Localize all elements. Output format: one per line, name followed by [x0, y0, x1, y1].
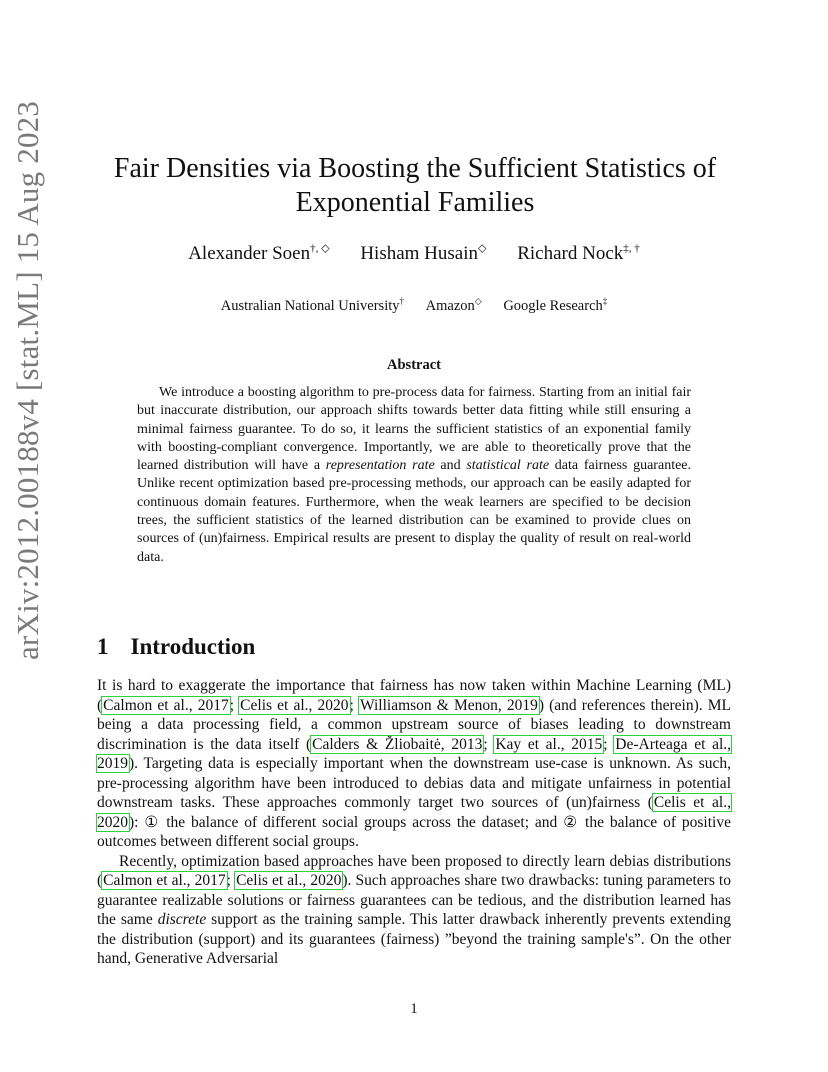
author-mark: †, ◇	[310, 243, 330, 255]
abstract-emphasis: representation rate	[325, 458, 435, 474]
text-run: support as the training sample. This latter drawback inherently prevents extending the distribution (support) and its guarantees (fairness) ”beyond the training sample's”. On the other hand, Generative Adversarial	[97, 911, 731, 967]
author-name: Alexander Soen	[188, 243, 311, 265]
abstract-text-part: and	[434, 458, 467, 474]
section-number: 1	[97, 634, 109, 659]
author	[517, 243, 640, 264]
citation-link[interactable]: Kay et al., 2015	[495, 735, 603, 753]
citation-link[interactable]: Celis et al., 2020	[236, 872, 342, 889]
author-name: Richard Nock	[517, 243, 624, 265]
citation-link[interactable]: Calmon et al., 2017	[103, 696, 229, 714]
abstract-text-part: data fairness guarantee. Unlike recent optimization based pre-processing methods, our approach can be easily adapted for continuous domain features. Furthermore, when the weak learners are specified to be decision trees, the sufficient statistics of the learned distribution can be examined to provide clues on sources of (un)fairness. Empirical results are present to display the quality of result on real-world data.	[137, 458, 692, 565]
text-run: ;	[229, 696, 240, 714]
text-run: ;	[603, 735, 615, 753]
citation-link[interactable]: Celis et al., 2020	[97, 794, 731, 831]
intro-paragraph-1	[97, 676, 731, 852]
section-heading	[97, 634, 255, 660]
author	[188, 243, 329, 264]
section-title: Introduction	[130, 634, 256, 659]
page-number: 1	[410, 1001, 418, 1017]
affiliation-name: Google Research	[503, 297, 603, 314]
text-emphasis: discrete	[157, 911, 207, 928]
author-mark: ◇	[478, 243, 487, 255]
citation-link[interactable]: Celis et al., 2020	[240, 696, 349, 714]
title-line-1: Fair Densities via Boosting the Sufficient Statistics of	[113, 153, 717, 184]
text-run: ). Targeting data is especially important when the downstream use-case is unknown. As such, pre-processing algorithm have been introduced to debias data and mitigate unfairness in potential downstream tasks. These approaches commonly target two sources of (un)fairness (	[97, 755, 731, 811]
title-line-2: Exponential Families	[295, 187, 535, 218]
affiliation-name: Amazon	[425, 297, 475, 314]
citation-link[interactable]: Williamson & Menon, 2019	[359, 696, 538, 714]
affiliation-list	[0, 296, 828, 315]
text-run: ;	[349, 696, 359, 714]
citation-link[interactable]: Calmon et al., 2017	[103, 872, 226, 889]
affiliation-mark: ◇	[474, 296, 482, 306]
abstract-emphasis: statistical rate	[466, 458, 550, 474]
paper-title	[70, 152, 760, 220]
text-run: ;	[483, 735, 495, 753]
text-run: It is hard to exaggerate the importance that fairness has now taken within Machine Learning (ML) (	[97, 677, 731, 714]
affiliation	[503, 298, 607, 314]
abstract-text	[137, 384, 691, 567]
affiliation	[426, 298, 482, 314]
affiliation	[221, 298, 404, 314]
text-run: ): ① the balance of different social groups across the dataset; and ② the balance of positive outcomes between different social groups.	[97, 813, 731, 850]
abstract-text-part: We introduce a boosting algorithm to pre-process data for fairness. Starting from an initial fair but inaccurate distribution, our approach shifts towards better data fitting while still ensuring a minimal fairness guarantee. To do so, it learns the sufficient statistics of an exponential family with boosting-compliant convergence. Importantly, we are able to theoretically prove that the learned distribution will have a	[137, 385, 691, 474]
intro-body	[97, 676, 731, 969]
author-mark: ‡, †	[623, 243, 640, 255]
citation-link[interactable]: De-Arteaga et al., 2019	[97, 735, 732, 772]
text-run: ). Such approaches share two drawbacks: tuning parameters to guarantee realizable solutions or fairness guarantees can be tedious, and the distribution learned has the same	[97, 872, 731, 928]
affiliation-mark: ‡	[602, 296, 608, 306]
affiliation-name: Australian National University	[220, 297, 400, 314]
text-run: ) (and references therein). ML being a data processing field, a common upstream source of biases leading to downstream discrimination is the data itself (	[97, 696, 732, 753]
text-run: Recently, optimization based approaches have been proposed to directly learn debias distributions (	[97, 852, 731, 889]
intro-paragraph-2	[97, 852, 731, 969]
citation-link[interactable]: Calders & Žliobaitė, 2013	[312, 735, 483, 753]
affiliation-mark: †	[399, 296, 405, 306]
author-list	[0, 242, 828, 265]
author	[360, 243, 486, 264]
text-run: ;	[226, 872, 236, 889]
author-name: Hisham Husain	[360, 243, 478, 265]
abstract-heading: Abstract	[387, 357, 441, 373]
arxiv-identifier: arXiv:2012.00188v4 [stat.ML] 15 Aug 2023	[10, 100, 45, 660]
